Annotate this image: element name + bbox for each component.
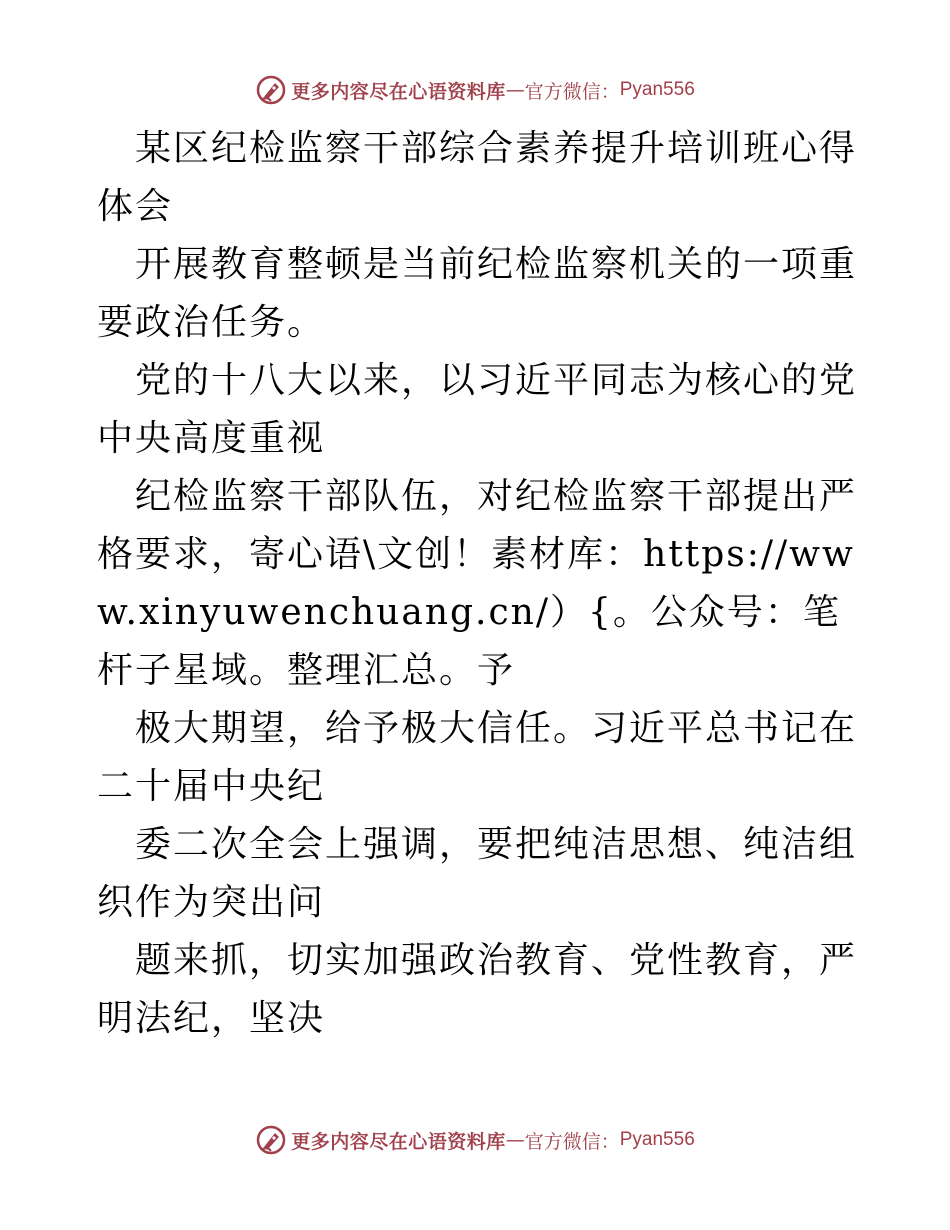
banner-dash: —: [505, 1129, 525, 1151]
paragraph: 党的十八大以来，以习近平同志为核心的党中央高度重视: [97, 360, 858, 459]
header-banner: [0, 70, 950, 110]
paragraph: 纪检监察干部队伍，对纪检监察干部提出严格要求，寄心语\文创！素材库：https://www.xinyuwenchuang.cn/）{。公众号：笔杆子星域。整理汇总。予: [97, 476, 858, 691]
pen-nib-logo-icon: [255, 74, 287, 106]
banner-dash: —: [505, 79, 525, 101]
pen-nib-logo-icon: [255, 1124, 287, 1156]
paragraph: 题来抓，切实加强政治教育、党性教育，严明法纪，坚决: [97, 940, 858, 1039]
banner-wechat-label: 官方微信：: [524, 80, 620, 103]
paragraph: 委二次全会上强调，要把纯洁思想、纯洁组织作为突出问: [97, 824, 858, 923]
banner-wechat-id: Pyan556: [619, 1129, 695, 1150]
banner-wechat-label: 官方微信：: [524, 1130, 620, 1153]
paragraph: 开展教育整顿是当前纪检监察机关的一项重要政治任务。: [97, 244, 858, 343]
footer-banner: [0, 1120, 950, 1160]
paragraph: 极大期望，给予极大信任。习近平总书记在二十届中央纪: [97, 708, 858, 807]
document-body: [97, 120, 857, 1048]
banner-text: 更多内容尽在心语资料库: [291, 1130, 506, 1153]
banner-wechat-id: Pyan556: [619, 79, 695, 100]
banner-text: 更多内容尽在心语资料库: [291, 80, 506, 103]
document-title: 某区纪检监察干部综合素养提升培训班心得体会: [97, 128, 858, 227]
